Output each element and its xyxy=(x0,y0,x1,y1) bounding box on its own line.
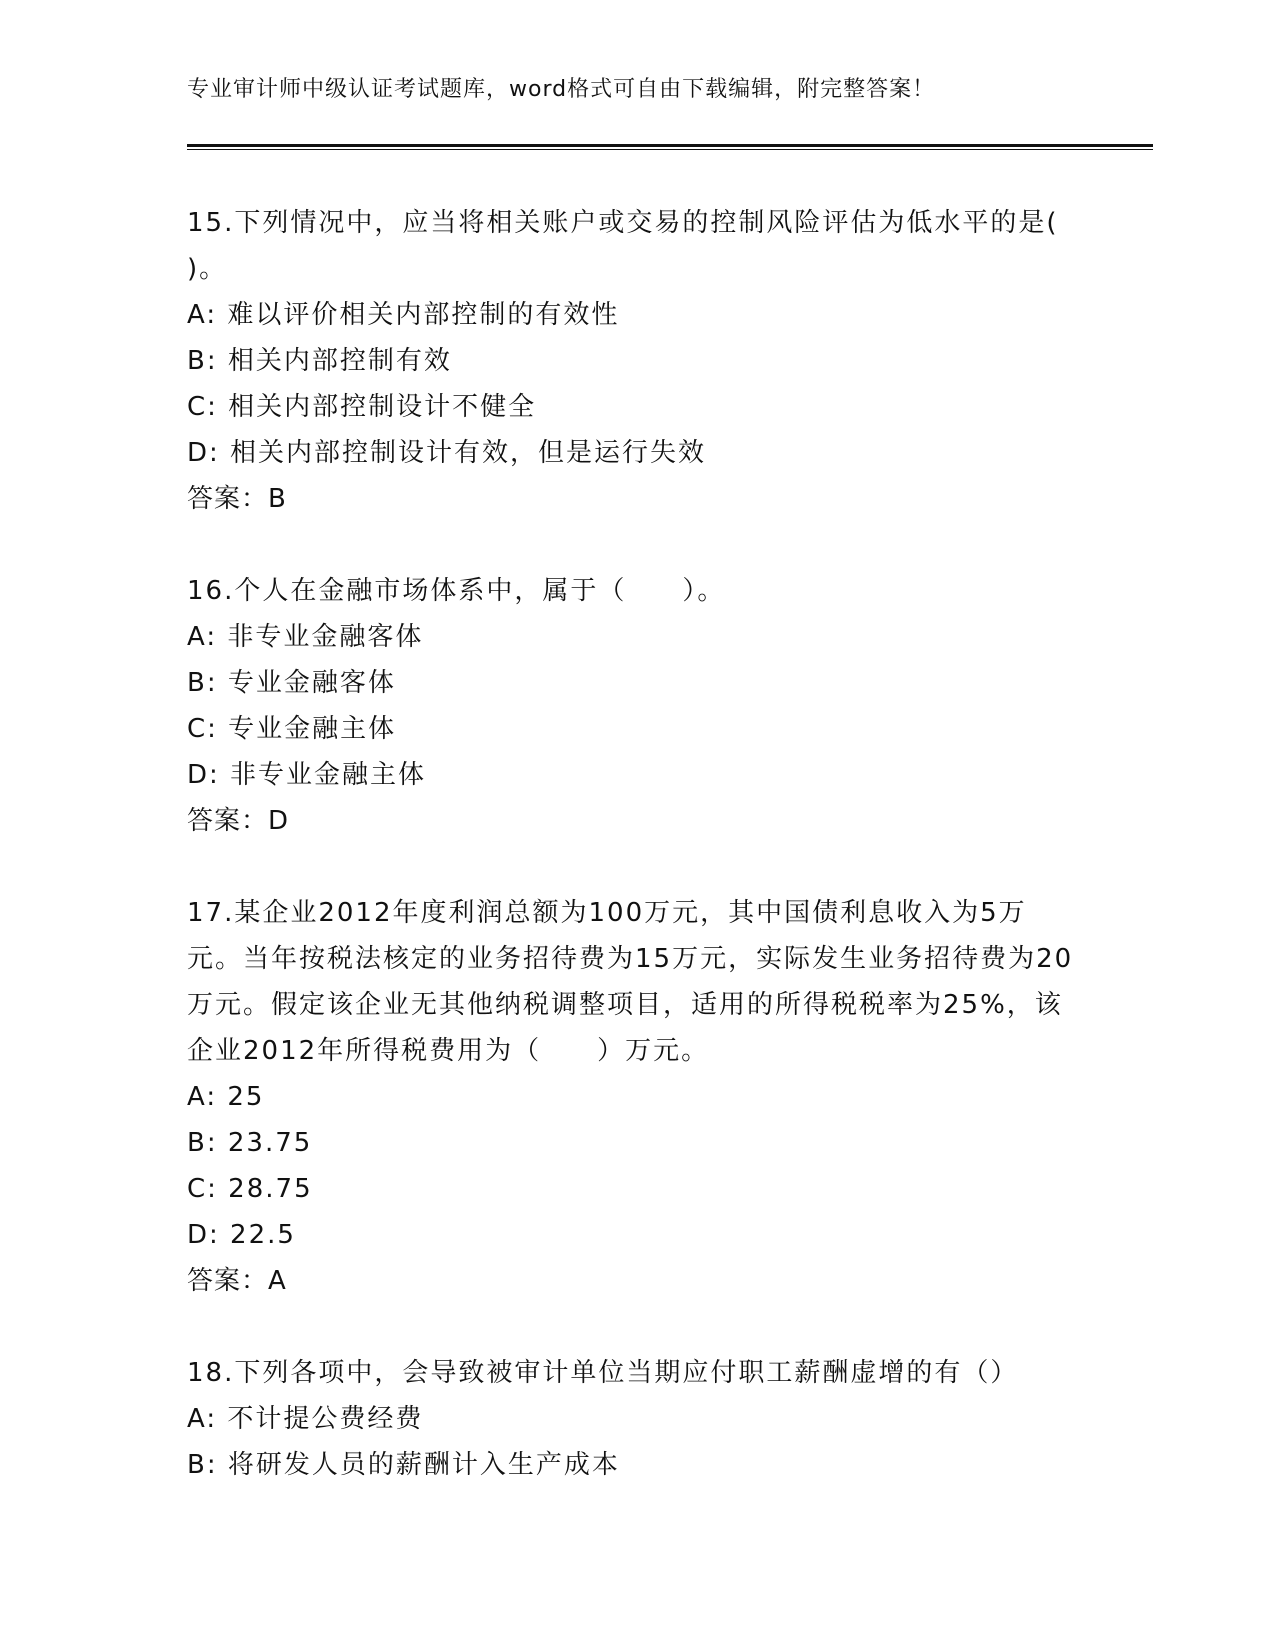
answer: 答案：A xyxy=(187,1266,287,1296)
question-18 xyxy=(187,1350,1077,1488)
option-c: C: 28.75 xyxy=(187,1174,313,1204)
option-b: B: 23.75 xyxy=(187,1128,313,1158)
question-stem: 15.下列情况中，应当将相关账户或交易的控制风险评估为低水平的是( )。 xyxy=(187,208,1059,284)
option-d: D: 22.5 xyxy=(187,1220,296,1250)
option-d: D: 相关内部控制设计有效，但是运行失效 xyxy=(187,438,707,468)
question-15 xyxy=(187,200,1077,522)
option-a: A: 不计提公费经费 xyxy=(187,1404,424,1434)
question-stem: 18.下列各项中，会导致被审计单位当期应付职工薪酬虚增的有（） xyxy=(187,1358,1019,1388)
question-17 xyxy=(187,890,1077,1304)
option-b: B: 专业金融客体 xyxy=(187,668,396,698)
answer: 答案：B xyxy=(187,484,287,514)
option-c: C: 专业金融主体 xyxy=(187,714,397,744)
option-b: B: 相关内部控制有效 xyxy=(187,346,452,376)
page-header: 专业审计师中级认证考试题库，word格式可自由下载编辑，附完整答案！ xyxy=(187,77,936,102)
option-b: B: 将研发人员的薪酬计入生产成本 xyxy=(187,1450,620,1480)
option-a: A: 25 xyxy=(187,1082,265,1112)
question-16 xyxy=(187,568,1077,844)
question-list xyxy=(187,200,1077,1534)
header-divider xyxy=(187,144,1153,150)
answer: 答案：D xyxy=(187,806,290,836)
question-stem: 17.某企业2012年度利润总额为100万元，其中国债利息收入为5万元。当年按税法核定的业务招待费为15万元，实际发生业务招待费为20万元。假定该企业无其他纳税调整项目，适用的所得税税率为25%，该企业2012年所得税费用为（ ）万元。 xyxy=(187,898,1074,1066)
option-d: D: 非专业金融主体 xyxy=(187,760,427,790)
option-a: A: 非专业金融客体 xyxy=(187,622,424,652)
option-a: A: 难以评价相关内部控制的有效性 xyxy=(187,300,620,330)
option-c: C: 相关内部控制设计不健全 xyxy=(187,392,537,422)
question-stem: 16.个人在金融市场体系中，属于（ ）。 xyxy=(187,576,726,606)
